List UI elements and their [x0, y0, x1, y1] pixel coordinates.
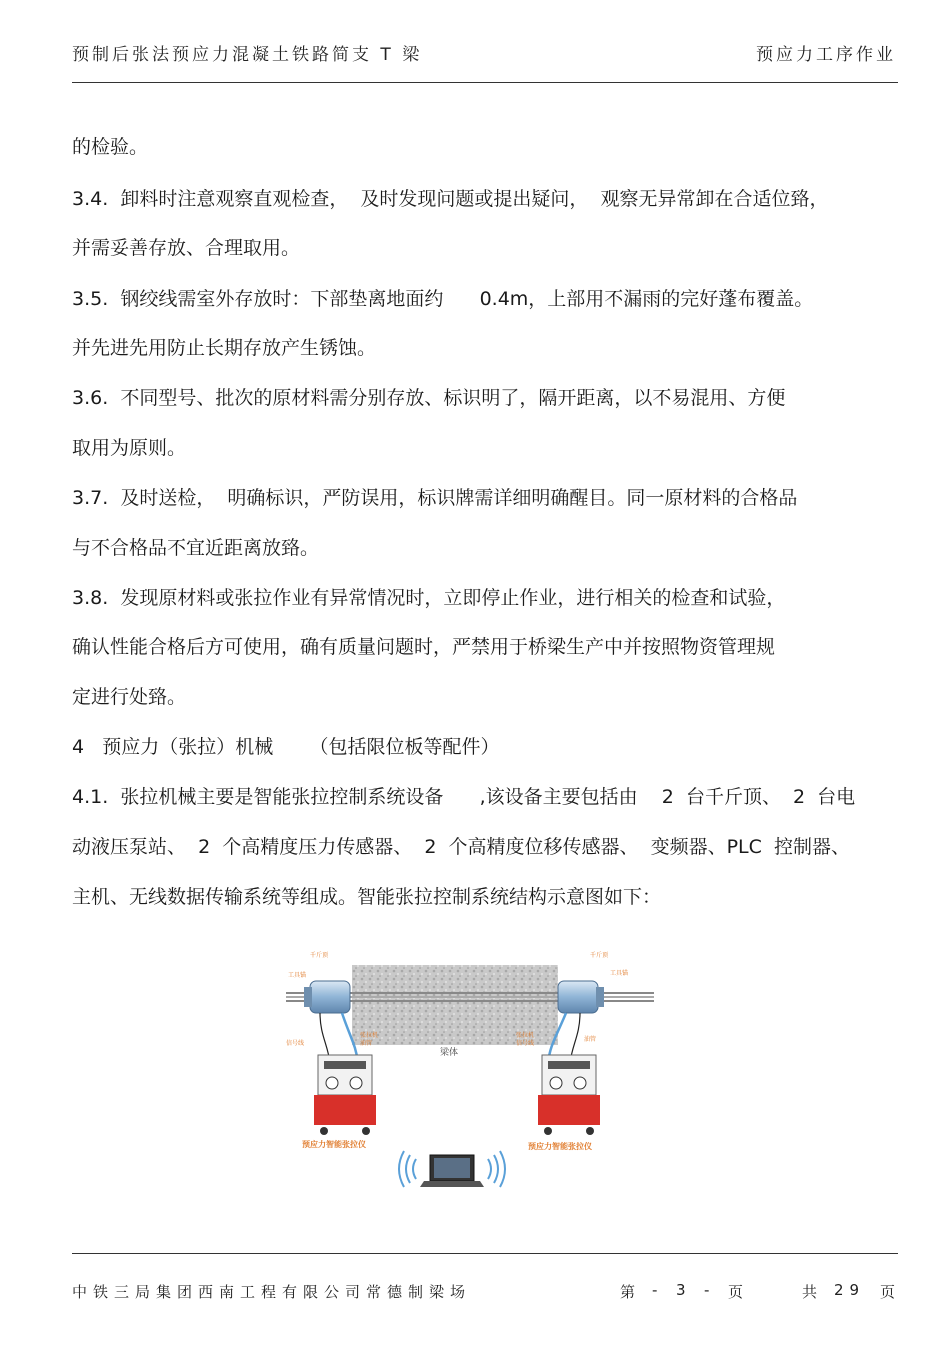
body-line: 3.7. 及时送检， 明确标识，严防误用，标识牌需详细明确醒目。同一原材料的合格品	[72, 487, 798, 509]
label-extra-right: 张拉机	[516, 1032, 535, 1039]
body-line: 主机、无线数据传输系统等组成。智能张拉控制系统结构示意图如下：	[72, 886, 662, 908]
body-line: 并先进先用防止长期存放产生锈蚀。	[72, 337, 377, 359]
jack-left	[304, 981, 350, 1013]
page-number: 3	[676, 1281, 692, 1299]
header-rule	[72, 82, 898, 83]
footer-company: 中铁三局集团西南工程有限公司常德制梁场	[72, 1283, 472, 1301]
body-line: 确认性能合格后方可使用，确有质量问题时，严禁用于桥梁生产中并按照物资管理规	[72, 636, 776, 658]
label-hose-right: 油管	[584, 1036, 597, 1043]
label-signal-left: 信号线	[286, 1040, 305, 1047]
label-device-right: 预应力智能张拉仪	[528, 1142, 592, 1151]
total-prefix: 共	[802, 1283, 824, 1301]
header-section: 预应力工序作业	[756, 45, 896, 65]
body-line: 4.1. 张拉机械主要是智能张拉控制系统设备 ,该设备主要包括由 2 台千斤顶、 2 台电	[72, 786, 856, 808]
body-line: 取用为原则。	[72, 437, 187, 459]
body-line: 与不合格品不宜近距离放臵。	[72, 537, 320, 559]
label-jack-left: 千斤顶	[310, 952, 329, 959]
pump-station-left	[314, 1055, 376, 1135]
body-line: 的检验。	[72, 136, 149, 158]
body-line: 并需妥善存放、合理取用。	[72, 237, 301, 259]
body-line: 动液压泵站、 2 个高精度压力传感器、 2 个高精度位移传感器、 变频器、PLC 控制器、	[72, 836, 850, 858]
footer-rule	[72, 1253, 898, 1254]
label-extra-left: 张拉机	[360, 1032, 379, 1039]
body-line: 3.8. 发现原材料或张拉作业有异常情况时，立即停止作业，进行相关的检查和试验，	[72, 587, 786, 609]
header-title: 预制后张法预应力混凝土铁路简支 T 梁	[72, 45, 423, 65]
label-jack-right: 千斤顶	[590, 952, 609, 959]
total-suffix: 页	[880, 1283, 902, 1301]
body-line: 3.5. 钢绞线需室外存放时：下部垫离地面约 0.4m，上部用不漏雨的完好蓬布覆盖。	[72, 288, 814, 310]
section-heading: 4 预应力（张拉）机械 （包括限位板等配件）	[72, 736, 500, 758]
body-line: 3.6. 不同型号、批次的原材料需分别存放、标识明了，隔开距离，以不易混用、方便	[72, 387, 786, 409]
label-anchor-right: 工具锚	[610, 970, 629, 977]
pump-station-right	[538, 1055, 600, 1135]
laptop-icon	[420, 1155, 484, 1187]
label-device-left: 预应力智能张拉仪	[302, 1140, 366, 1149]
label-anchor-left: 工具锚	[288, 972, 307, 979]
body-line: 定进行处臵。	[72, 686, 187, 708]
jack-right	[558, 981, 604, 1013]
beam-label: 梁体	[440, 1048, 459, 1058]
page-dash: -	[652, 1281, 664, 1299]
total-pages: 29	[834, 1281, 866, 1299]
page-dash: -	[704, 1281, 716, 1299]
body-line: 3.4. 卸料时注意观察直观检查， 及时发现问题或提出疑问， 观察无异常卸在合适位臵，	[72, 188, 829, 210]
tensioning-system-diagram	[280, 945, 660, 1195]
label-signal-right: 信号线	[516, 1040, 535, 1047]
label-hose-left: 油管	[360, 1040, 373, 1047]
page-prefix: 第	[620, 1283, 642, 1301]
page-suffix: 页	[728, 1283, 750, 1301]
